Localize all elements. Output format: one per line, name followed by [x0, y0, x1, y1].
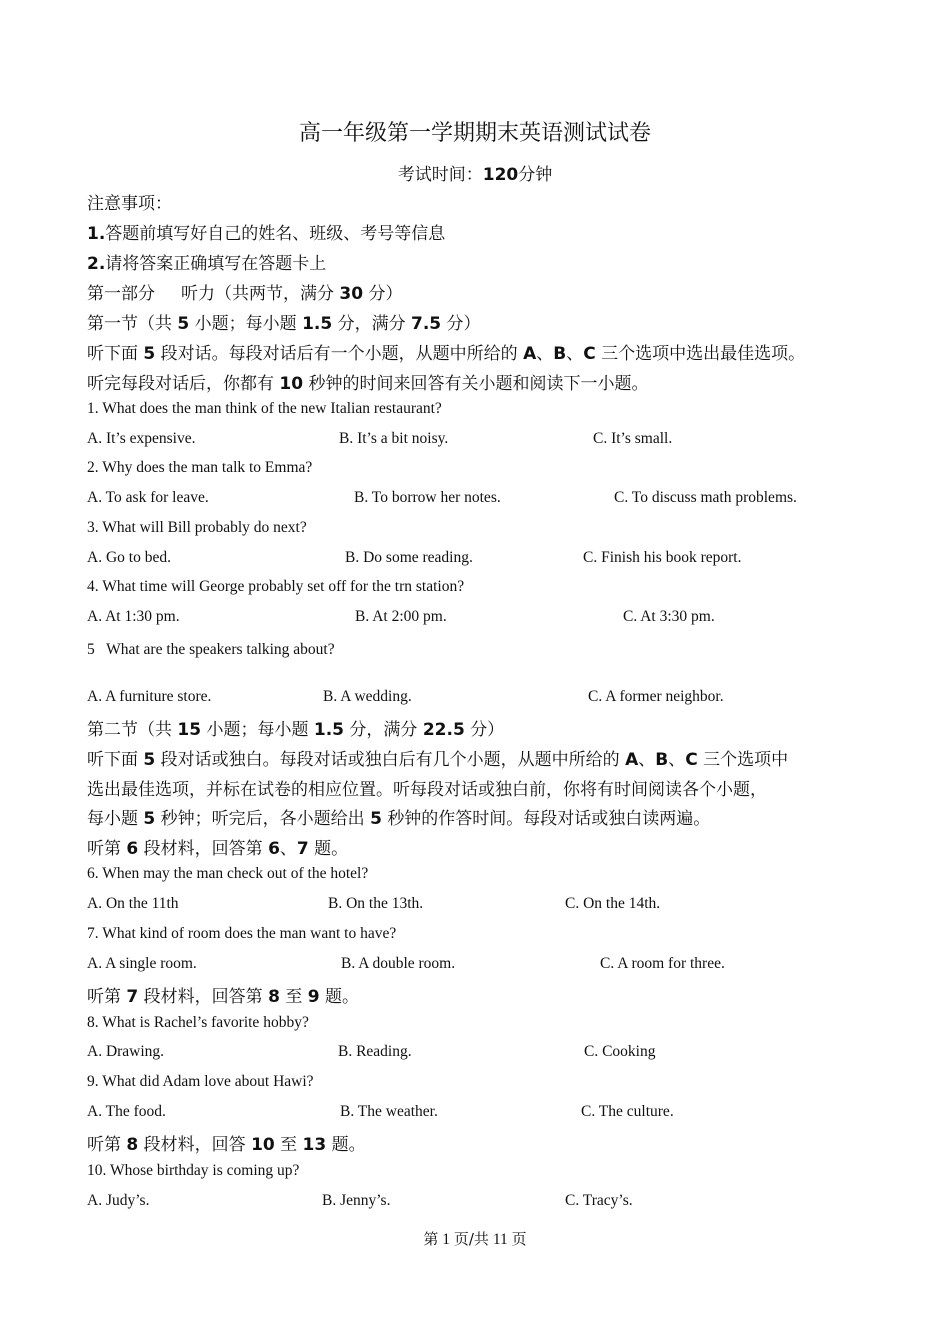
s2-text: 三个选项中	[703, 750, 789, 770]
mat-text: 至	[285, 987, 303, 1007]
mat-num: 6	[268, 839, 280, 859]
option-b: B. At 2:00 pm.	[355, 608, 447, 625]
opt-letter: B	[553, 344, 567, 364]
s1-text: 小题；每小题	[194, 314, 297, 334]
s1-text: 分）	[446, 314, 481, 334]
s2-text: 听下面	[87, 750, 138, 770]
section2-instruction-3	[87, 804, 710, 829]
s2-text: 秒钟；听完后，各小题给出	[160, 809, 365, 829]
footer-text: 页	[511, 1230, 527, 1248]
option-b: B. It’s a bit noisy.	[339, 430, 449, 447]
option-c: C. Cooking	[584, 1043, 656, 1060]
option-b: B. A double room.	[341, 955, 456, 972]
mat-num: 7	[126, 987, 139, 1007]
s2-num: 5	[370, 809, 382, 829]
mat-text: 题。	[314, 839, 349, 859]
s2-num: 1.5	[313, 720, 345, 740]
s1-text: 三个选项中选出最佳选项。	[601, 344, 806, 364]
footer-text: 页/共	[453, 1230, 489, 1248]
option-a: A. Go to bed.	[87, 549, 171, 566]
mat-num: 13	[302, 1135, 327, 1155]
section2-instruction-2: 选出最佳选项，并标在试卷的相应位置。听每段对话或独白前，你将有时间阅读各个小题，	[87, 780, 767, 800]
mat-text: 听第	[87, 987, 121, 1007]
s1-text: 听下面	[87, 344, 138, 364]
mat-text: 题。	[324, 987, 359, 1007]
option-b: B. To borrow her notes.	[354, 489, 501, 506]
s1-num: 5	[177, 314, 190, 334]
s2-text: 秒钟的作答时间。每段对话或独白读两遍。	[387, 809, 711, 829]
exam-time-label: 考试时间：	[397, 165, 483, 185]
material-heading	[87, 1130, 366, 1155]
mat-num: 6	[126, 839, 139, 859]
s2-num: 5	[143, 809, 156, 829]
opt-letter: B	[655, 750, 669, 770]
option-b: B. Do some reading.	[345, 549, 473, 566]
mat-num: 8	[268, 987, 280, 1007]
notice-item-2	[87, 249, 326, 274]
part1-title: 听力（共两节，满分	[181, 284, 334, 304]
page-footer	[0, 1228, 950, 1249]
option-a: A. A single room.	[87, 955, 197, 972]
s2-sep: 、	[638, 750, 656, 770]
opt-letter: A	[523, 344, 537, 364]
footer-text: 第	[423, 1230, 439, 1248]
option-c: C. To discuss math problems.	[614, 489, 797, 506]
part1-unit: 分）	[368, 284, 403, 304]
option-a: A. Judy’s.	[87, 1192, 150, 1209]
question: 9. What did Adam love about Hawi?	[87, 1073, 314, 1090]
s2-num: 5	[143, 750, 156, 770]
s1-text: 听完每段对话后，你都有	[87, 374, 274, 394]
s1-num: 5	[143, 344, 156, 364]
question: 4. What time will George probably set off for the trn station?	[87, 578, 465, 595]
s2-text: 分，满分	[349, 720, 418, 740]
mat-text: 段材料，回答第	[143, 839, 263, 859]
s1-num: 7.5	[411, 314, 442, 334]
mat-text: 听第	[87, 839, 121, 859]
question: 8. What is Rachel’s favorite hobby?	[87, 1014, 309, 1031]
s2-sep: 、	[668, 750, 686, 770]
footer-page: 1	[442, 1231, 450, 1248]
s1-text: 第一节（共	[87, 314, 172, 334]
option-a: A. The food.	[87, 1103, 166, 1120]
mat-text: 段材料，回答第	[143, 987, 263, 1007]
mat-text: 至	[280, 1135, 298, 1155]
mat-text: 、	[279, 839, 297, 859]
question: 3. What will Bill probably do next?	[87, 519, 307, 536]
option-a: A. It’s expensive.	[87, 430, 196, 447]
option-a: A. On the 11th	[87, 895, 179, 912]
s2-text: 第二节（共	[87, 720, 172, 740]
opt-letter: C	[685, 750, 698, 770]
exam-time-unit: 分钟	[518, 165, 553, 185]
s1-text: 段对话。每段对话后有一个小题，从题中所给的	[160, 344, 518, 364]
material-heading	[87, 982, 359, 1007]
s2-text: 小题；每小题	[206, 720, 309, 740]
part1-name: 第一部分	[87, 284, 155, 304]
option-c: C. A former neighbor.	[588, 688, 724, 705]
option-a: A. Drawing.	[87, 1043, 165, 1060]
notice-num: 2.	[87, 254, 106, 274]
option-c: C. Finish his book report.	[583, 549, 742, 566]
question: 10. Whose birthday is coming up?	[87, 1162, 300, 1179]
notice-text: 请将答案正确填写在答题卡上	[105, 254, 327, 274]
mat-num: 8	[126, 1135, 139, 1155]
question: 2. Why does the man talk to Emma?	[87, 459, 313, 476]
option-a: A. A furniture store.	[87, 688, 212, 705]
option-c: C. On the 14th.	[565, 895, 661, 912]
s2-text: 分）	[470, 720, 505, 740]
s1-sep: 、	[566, 344, 584, 364]
s1-num: 10	[279, 374, 304, 394]
question: 1. What does the man think of the new Italian restaurant?	[87, 400, 442, 417]
mat-num: 10	[251, 1135, 275, 1155]
mat-num: 7	[296, 839, 309, 859]
part1-score: 30	[339, 284, 364, 304]
s2-num: 15	[177, 720, 202, 740]
section1-instruction-2	[87, 369, 648, 394]
material-heading	[87, 834, 348, 859]
option-a: A. To ask for leave.	[87, 489, 209, 506]
notice-heading: 注意事项：	[87, 194, 172, 214]
option-c: C. A room for three.	[600, 955, 725, 972]
option-c: C. At 3:30 pm.	[623, 608, 715, 625]
notice-text: 答题前填写好自己的姓名、班级、考号等信息	[105, 224, 446, 244]
option-b: B. A wedding.	[323, 688, 412, 705]
s2-text: 每小题	[87, 809, 138, 829]
s2-text: 段对话或独白。每段对话或独白后有几个小题，从题中所给的	[160, 750, 620, 770]
mat-num: 9	[307, 987, 320, 1007]
s2-num: 22.5	[422, 720, 465, 740]
s1-text: 秒钟的时间来回答有关小题和阅读下一小题。	[308, 374, 649, 394]
part1-heading	[87, 279, 402, 304]
section1-heading	[87, 309, 481, 334]
notice-item-1	[87, 219, 445, 244]
section2-instruction-1	[87, 745, 788, 770]
question: 5 What are the speakers talking about?	[87, 641, 335, 658]
section1-instruction-1	[87, 339, 805, 364]
option-c: C. The culture.	[581, 1103, 674, 1120]
option-b: B. The weather.	[340, 1103, 438, 1120]
section2-heading	[87, 715, 504, 740]
s1-sep: 、	[536, 344, 554, 364]
footer-total: 11	[492, 1231, 508, 1248]
option-c: C. It’s small.	[593, 430, 673, 447]
s1-text: 分，满分	[337, 314, 406, 334]
page-title: 高一年级第一学期期末英语测试试卷	[298, 121, 651, 146]
option-b: B. Jenny’s.	[322, 1192, 391, 1209]
mat-text: 题。	[331, 1135, 366, 1155]
opt-letter: A	[625, 750, 639, 770]
question: 7. What kind of room does the man want to have?	[87, 925, 397, 942]
s1-num: 1.5	[302, 314, 333, 334]
mat-text: 段材料，回答	[143, 1135, 246, 1155]
option-c: C. Tracy’s.	[565, 1192, 633, 1209]
option-a: A. At 1:30 pm.	[87, 608, 180, 625]
opt-letter: C	[583, 344, 596, 364]
exam-time	[0, 160, 950, 185]
option-b: B. Reading.	[338, 1043, 412, 1060]
option-b: B. On the 13th.	[328, 895, 424, 912]
mat-text: 听第	[87, 1135, 121, 1155]
exam-time-value: 120	[482, 165, 519, 185]
question: 6. When may the man check out of the hotel?	[87, 865, 369, 882]
notice-num: 1.	[87, 224, 106, 244]
